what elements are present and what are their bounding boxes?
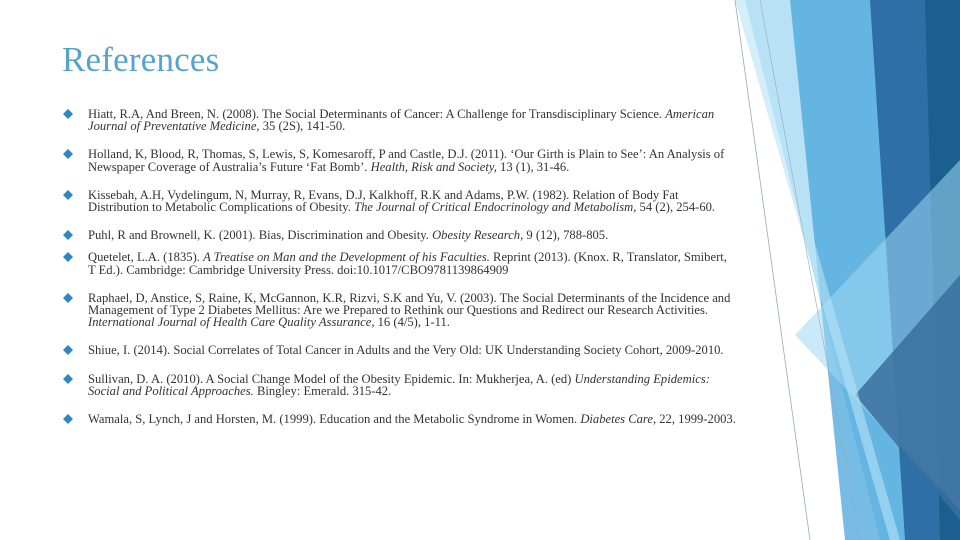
diamond-bullet-icon (63, 345, 73, 355)
reference-list (62, 108, 737, 425)
reference-details: 54 (2), 254-60. (636, 200, 716, 215)
diamond-bullet-icon (63, 293, 73, 303)
reference-text (88, 413, 737, 425)
reference-details: 22, 1999-2003. (656, 412, 736, 427)
reference-main-text: Wamala, S, Lynch, J and Horsten, M. (1999). Education and the Metabolic Syndrome in Women. (88, 412, 581, 427)
reference-details: 13 (1), 31-46. (496, 159, 570, 174)
slide-title: References (62, 40, 220, 79)
reference-details: 35 (2S), 141-50. (259, 119, 346, 134)
reference-source-title: American Journal of Preventative Medicine, (88, 107, 715, 134)
reference-item (62, 344, 737, 356)
reference-main-text: Sullivan, D. A. (2010). A Social Change Model of the Obesity Epidemic. In: Mukherjea, A. (ed) (88, 371, 575, 386)
reference-item (62, 189, 737, 213)
reference-text (88, 229, 737, 241)
reference-main-text: Hiatt, R.A, And Breen, N. (2008). The Social Determinants of Cancer: A Challenge for Transdisciplinary Science. (88, 107, 666, 121)
reference-main-text: Raphael, D, Anstice, S, Raine, K, McGannon, K.R, Rizvi, S.K and Yu, V. (2003). The Social Determinants of the Incidence and Management of Type 2 Diabetes Mellitus: Are we Prepared to Rethink our Questions and Redirect our Research Activities. (88, 290, 731, 318)
reference-item (62, 229, 737, 241)
reference-item (62, 413, 737, 425)
diamond-bullet-icon (63, 109, 73, 119)
diamond-bullet-icon (63, 414, 73, 424)
reference-source-title: Diabetes Care, (580, 412, 657, 427)
reference-item (62, 373, 737, 397)
reference-source-title: Understanding Epidemics: Social and Political Approaches. (88, 371, 710, 398)
reference-main-text: Kissebah, A.H, Vydelingum, N, Murray, R, Evans, D.J, Kalkhoff, R.K and Adams, P.W. (1982). Relation of Body Fat Distribution to Metabolic Complications of Obesity. (88, 187, 679, 215)
diamond-bullet-icon (63, 190, 73, 200)
reference-details: 16 (4/5), 1-11. (374, 315, 450, 330)
reference-text (88, 373, 737, 397)
diamond-bullet-icon (63, 252, 73, 262)
reference-main-text: Puhl, R and Brownell, K. (2001). Bias, Discrimination and Obesity. (88, 228, 433, 243)
reference-source-title: The Journal of Critical Endocrinology and Metabolism, (354, 200, 637, 215)
reference-source-title: Obesity Research, (432, 228, 524, 243)
reference-main-text: Holland, K, Blood, R, Thomas, S, Lewis, S, Komesaroff, P and Castle, D.J. (2011). ‘Our Girth is Plain to See’: An Analysis of Newspaper Coverage of Australia’s Future ‘Fat Bomb’. (88, 147, 725, 174)
reference-text (88, 292, 737, 329)
reference-main-text: Quetelet, L.A. (1835). (88, 250, 204, 265)
reference-text (88, 189, 737, 213)
diamond-bullet-icon (63, 230, 73, 240)
reference-source-title: A Treatise on Man and the Development of his Faculties. (203, 250, 490, 265)
reference-item (62, 292, 737, 329)
reference-text (88, 344, 737, 356)
reference-details: Reprint (2013). (Knox. R, Translator, Smibert, T Ed.). Cambridge: Cambridge University Press. doi:10.1017/CBO9781139864909 (88, 250, 727, 277)
reference-text (88, 148, 737, 172)
diamond-bullet-icon (63, 374, 73, 384)
reference-source-title: Health, Risk and Society, (370, 159, 497, 174)
reference-details: 9 (12), 788-805. (523, 228, 609, 243)
reference-source-title: International Journal of Health Care Quality Assurance, (88, 315, 375, 330)
reference-text (88, 251, 737, 275)
reference-main-text: Shiue, I. (2014). Social Correlates of Total Cancer in Adults and the Very Old: UK Understanding Society Cohort, 2009-2010. (88, 343, 724, 358)
reference-details: Bingley: Emerald. 315-42. (253, 383, 392, 398)
diamond-bullet-icon (63, 149, 73, 159)
reference-text (88, 108, 737, 132)
reference-item (62, 148, 737, 172)
reference-item (62, 251, 737, 275)
reference-item (62, 108, 737, 132)
